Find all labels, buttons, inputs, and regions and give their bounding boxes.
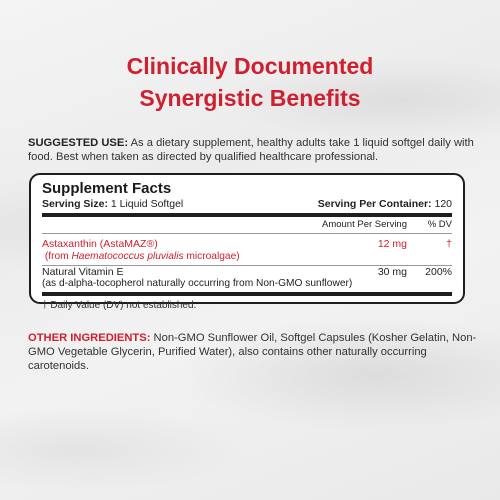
servings-label: Serving Per Container: <box>317 198 432 210</box>
serving-size <box>42 198 183 211</box>
ingredient-name: Natural Vitamin E <box>42 265 124 278</box>
ingredient-row-astaxanthin <box>42 238 452 251</box>
suggested-use-label: SUGGESTED USE: <box>28 137 129 149</box>
ingredient-dv: † <box>446 238 452 250</box>
ingredient-source <box>42 251 452 263</box>
column-amount-per-serving: Amount Per Serving <box>321 219 407 230</box>
facts-footnote: † Daily Value (DV) not established. <box>42 300 197 311</box>
other-ingredients-text: Non-GMO Sunflower Oil, Softgel Capsules (Kosher Gelatin, Non-GMO Vegetable Glycerin, Purified Water), also contains other naturally occurring carotenoids. <box>28 332 477 372</box>
servings-value: 120 <box>431 198 452 210</box>
facts-column-header <box>42 217 452 234</box>
supplement-facts-panel <box>29 173 465 311</box>
other-ingredients-label: OTHER INGREDIENTS: <box>28 332 151 344</box>
ingredient-dv: 200% <box>425 265 452 278</box>
ingredient-row-vitamin-e <box>42 266 452 279</box>
title-line-1: Clinically Documented <box>126 53 374 79</box>
ingredient-amount: 12 mg <box>377 238 407 250</box>
source-suffix: microalgae) <box>183 250 240 262</box>
serving-info-row <box>42 198 452 217</box>
supplement-facts-title: Supplement Facts <box>42 180 172 197</box>
source-species: Haematococcus pluvialis <box>71 250 184 262</box>
ingredient-amount: 30 mg <box>377 265 407 278</box>
servings-per-container <box>318 198 452 211</box>
suggested-use-text: As a dietary supplement, healthy adults take 1 liquid softgel daily with food. Best when taken as directed by qualified healthcare professional. <box>28 137 474 163</box>
ingredient-name: Astaxanthin (AstaMAZ®) <box>42 238 158 250</box>
page-title <box>0 50 500 114</box>
ingredient-source-astaxanthin <box>42 251 452 266</box>
title-line-2: Synergistic Benefits <box>139 85 361 111</box>
ingredient-source-vitamin-e <box>42 278 452 296</box>
column-percent-dv: % DV <box>427 219 452 230</box>
other-ingredients <box>28 331 478 373</box>
serving-size-value: 1 Liquid Softgel <box>107 198 184 210</box>
source-prefix: (from <box>44 250 72 262</box>
ingredient-source: (as d-alpha-tocopherol naturally occurring from Non-GMO sunflower) <box>42 278 353 289</box>
serving-size-label: Serving Size: <box>42 198 108 210</box>
suggested-use <box>28 136 478 164</box>
